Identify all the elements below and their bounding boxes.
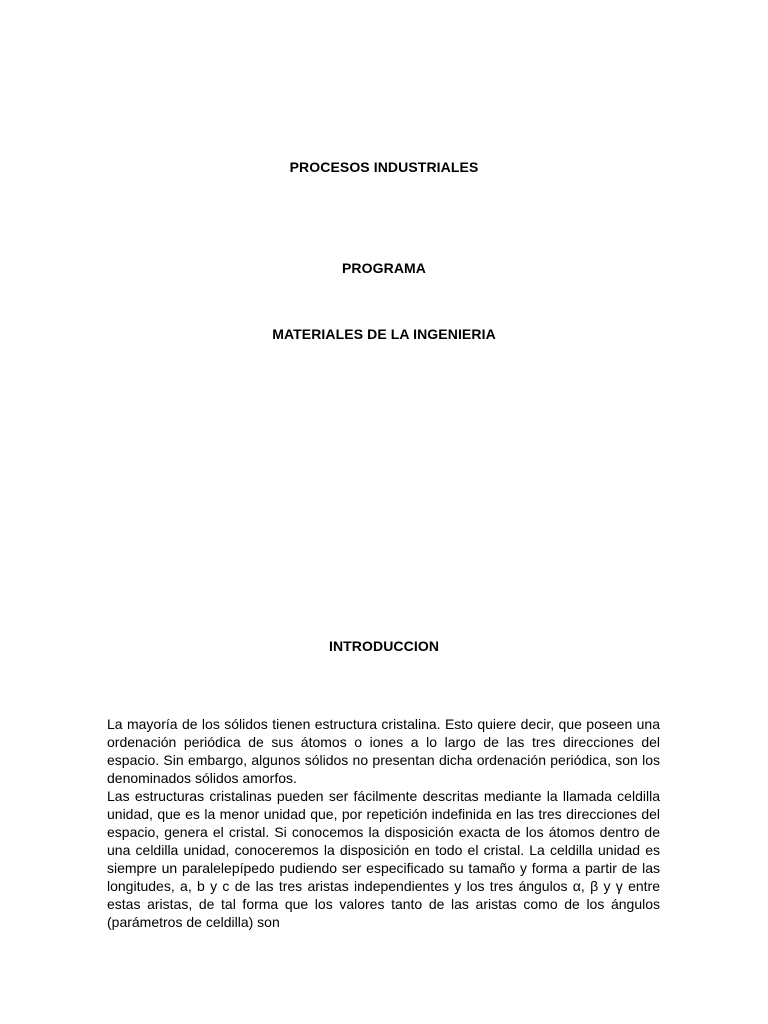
- subject-title: MATERIALES DE LA INGENIERIA: [272, 326, 496, 342]
- document-title: PROCESOS INDUSTRIALES: [289, 159, 479, 175]
- program-label: PROGRAMA: [341, 260, 427, 276]
- intro-paragraph-2: Las estructuras cristalinas pueden ser fácilmente descritas mediante la llamada celdilla unidad, que es la menor unidad que, por repetición indefinida en las tres direcciones del espacio, genera el cristal. Si conocemos la disposición exacta de los átomos dentro de una celdilla unidad, conoceremos la disposición en todo el cristal. La celdilla unidad es siempre un paralelepípedo pudiendo ser especificado su tamaño y forma a partir de las longitudes, a, b y c de las tres aristas independientes y los tres ángulos α, β y γ entre estas aristas, de tal forma que los valores tanto de las aristas como de los ángulos (parámetros de celdilla) son: [107, 788, 660, 930]
- section-heading-introduccion: INTRODUCCION: [328, 638, 440, 654]
- intro-paragraph-1: La mayoría de los sólidos tienen estructura cristalina. Esto quiere decir, que poseen una ordenación periódica de sus átomos o iones a lo largo de las tres direcciones del espacio. Sin embargo, algunos sólidos no presentan dicha ordenación periódica, son los denominados sólidos amorfos.: [107, 716, 660, 786]
